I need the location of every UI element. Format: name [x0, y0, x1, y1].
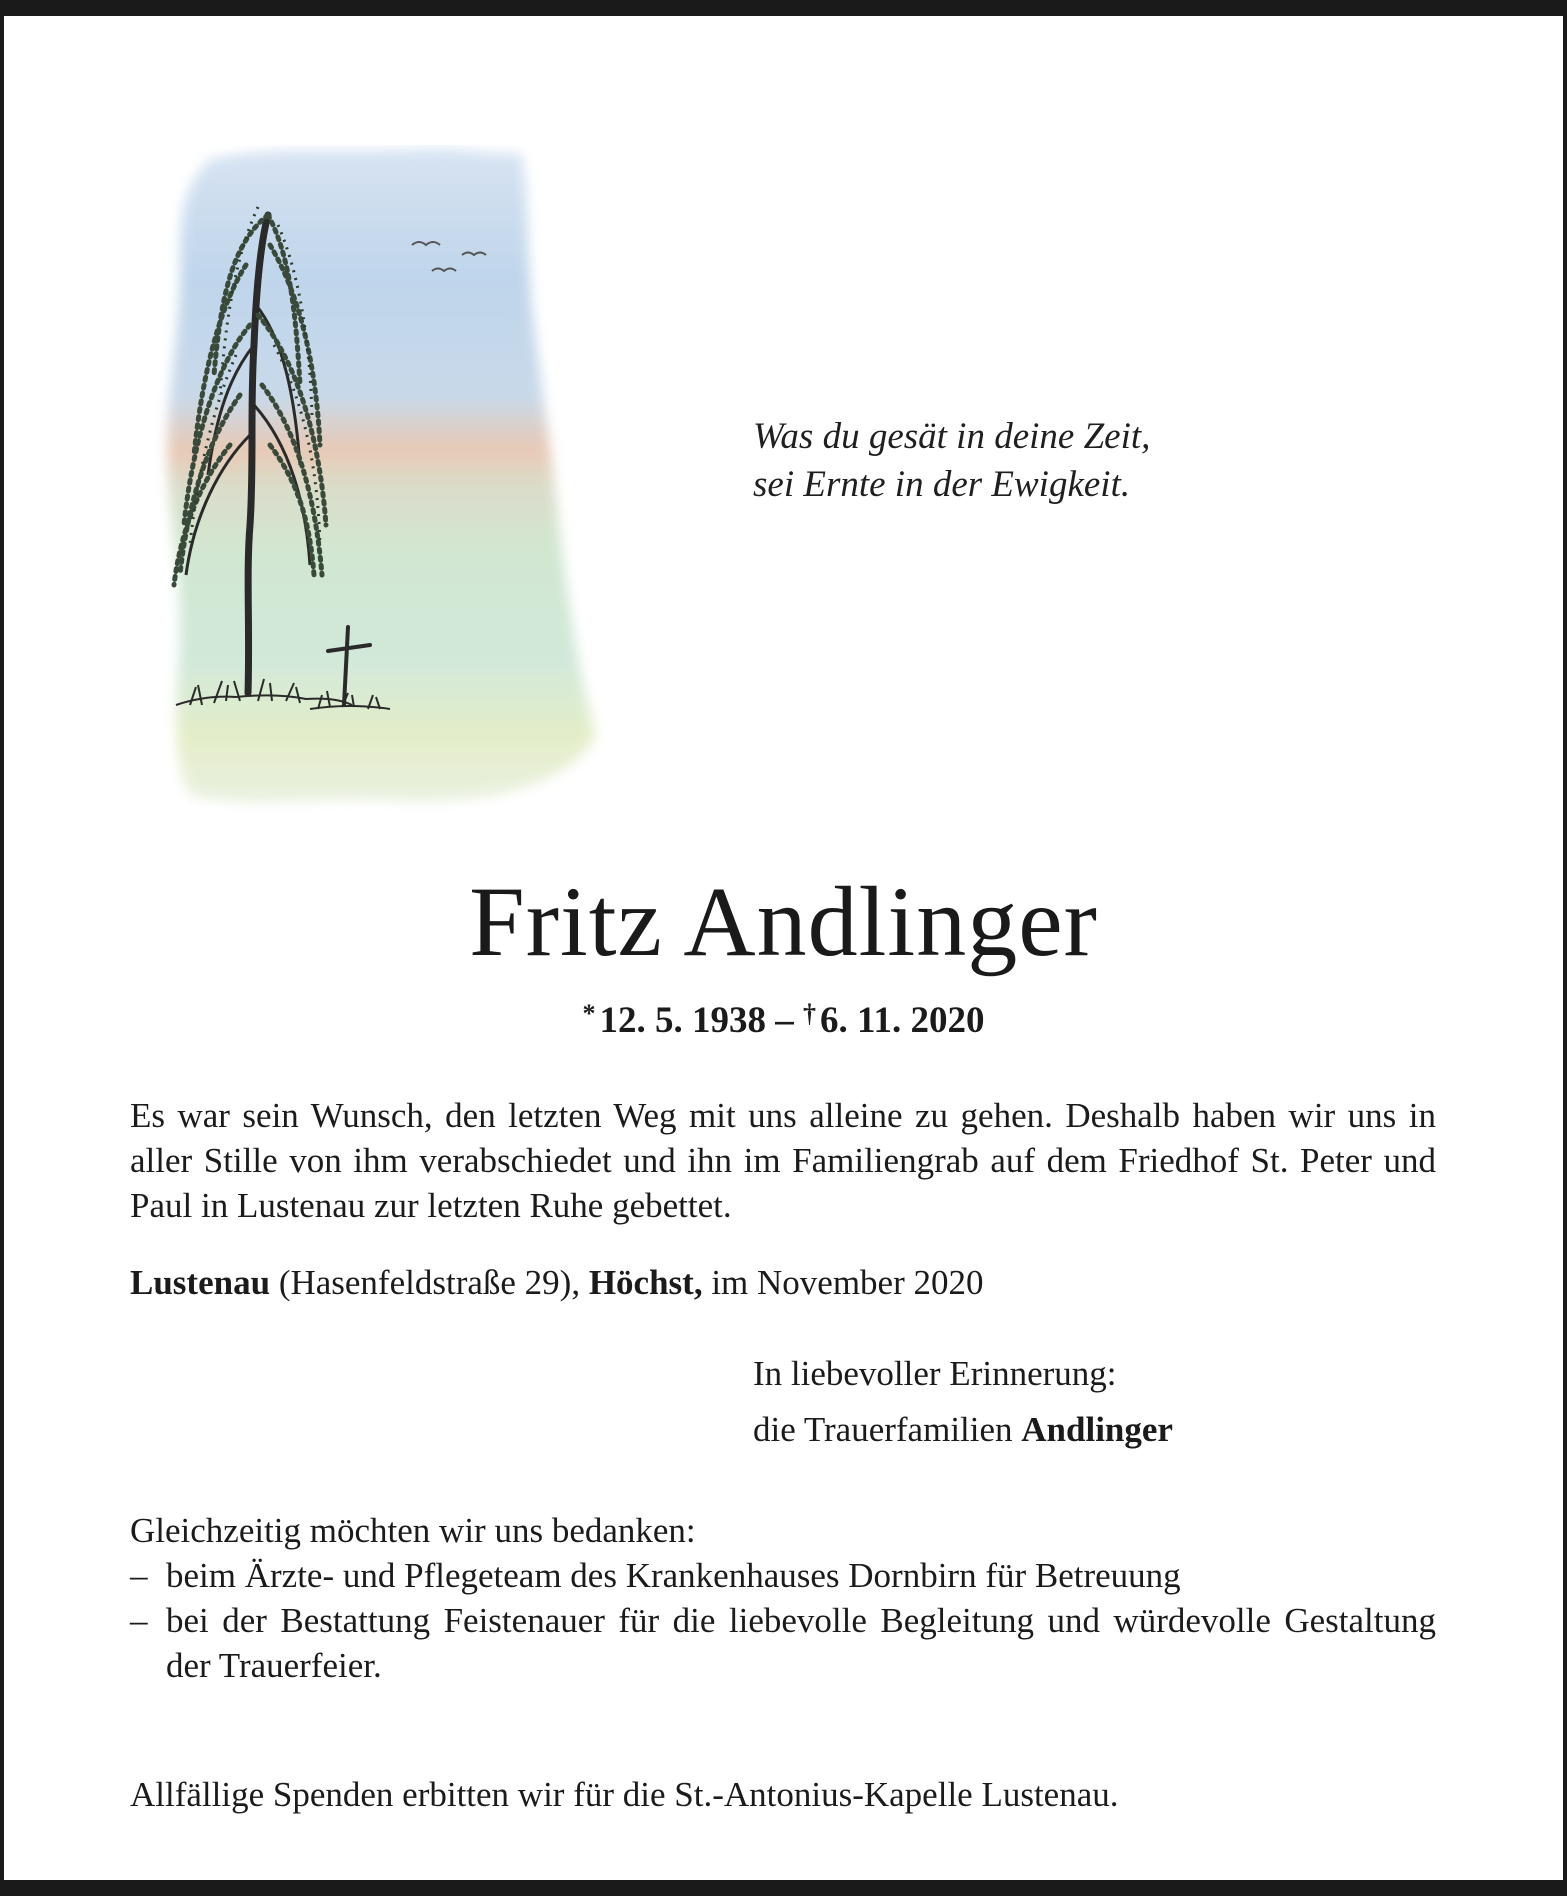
watercolor-illustration [150, 145, 610, 815]
list-item [130, 1553, 1436, 1598]
list-bullet: – [130, 1556, 148, 1595]
death-symbol: † [803, 999, 817, 1028]
memory-signature [753, 1346, 1173, 1458]
address: (Hasenfeldstraße 29), [278, 1263, 581, 1302]
announcement-paragraph: Es war sein Wunsch, den letzten Weg mit uns alleine zu gehen. Deshalb haben wir uns in aller Stille von ihm verabschiedet und ihn im Familiengrab auf dem Friedhof St. Peter und Paul in Lustenau zur letzten Ruhe gebettet. [130, 1096, 1436, 1225]
motto-line-1: Was du gesät in deine Zeit, [753, 416, 1151, 457]
town-lustenau: Lustenau [130, 1263, 271, 1302]
donation-note: Allfällige Spenden erbitten wir für die St.-Antonius-Kapelle Lustenau. [130, 1775, 1119, 1814]
deceased-name: Fritz Andlinger [469, 866, 1098, 977]
family-name: Andlinger [1021, 1410, 1173, 1449]
thanks-list [130, 1553, 1436, 1688]
birth-symbol: * [582, 999, 596, 1028]
town-hoechst: Höchst, [588, 1263, 703, 1302]
watercolor-wash [167, 149, 596, 802]
thanks-item-1: beim Ärzte- und Pflegeteam des Krankenhauses Dornbirn für Betreuung [166, 1556, 1181, 1595]
thanks-intro: Gleichzeitig möchten wir uns bedanken: [130, 1511, 696, 1550]
list-bullet: – [130, 1601, 148, 1640]
announcement-date: im November 2020 [711, 1263, 984, 1302]
thanks-item-2: bei der Bestattung Feistenauer für die liebevolle Begleitung und würdevolle Gestaltung der Trauerfeier. [166, 1601, 1436, 1685]
birth-date: 12. 5. 1938 [599, 1000, 767, 1041]
life-dates [0, 990, 1567, 1045]
list-item [130, 1598, 1436, 1688]
thanks-section [130, 1508, 1436, 1688]
family-prefix: die Trauerfamilien [753, 1410, 1013, 1449]
death-date: 6. 11. 2020 [820, 1000, 985, 1041]
family-line [753, 1402, 1173, 1458]
place-date-line [130, 1260, 1436, 1305]
motto-line-2: sei Ernte in der Ewigkeit. [753, 464, 1131, 505]
memory-line: In liebevoller Erinnerung: [753, 1354, 1117, 1393]
motto-quote [753, 413, 1150, 509]
date-separator: – [775, 1000, 794, 1041]
